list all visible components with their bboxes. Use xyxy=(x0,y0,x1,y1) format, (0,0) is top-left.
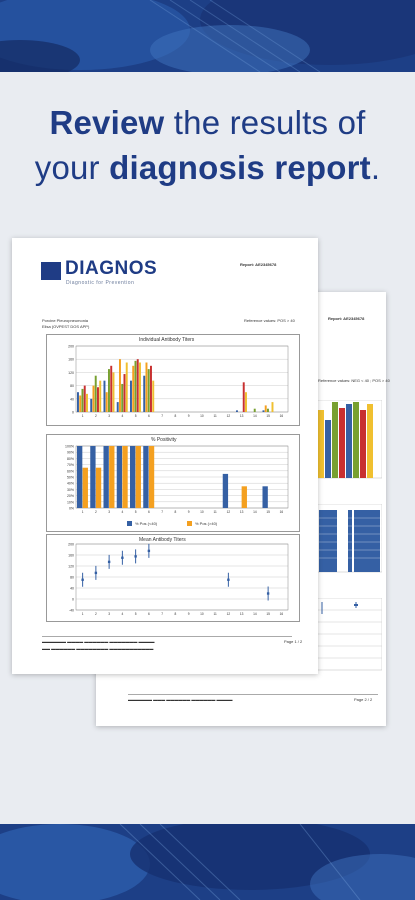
headline-line-1: Review the results of xyxy=(49,104,366,141)
y-tick-label: 80 xyxy=(70,384,74,389)
bar xyxy=(121,384,123,412)
bar xyxy=(262,486,267,508)
y-tick-label: 0 xyxy=(72,410,74,415)
page-number-back: Page 2 / 2 xyxy=(354,697,373,702)
bar xyxy=(223,474,228,508)
x-tick-label: 13 xyxy=(239,414,244,418)
bar xyxy=(143,446,148,508)
bar xyxy=(136,446,141,508)
bar xyxy=(119,359,121,412)
y-tick-label: 120 xyxy=(68,564,74,569)
y-tick-label: 70% xyxy=(66,463,74,468)
bar xyxy=(97,387,99,412)
test-method: Elisa (OVPEST DOS APP) xyxy=(42,324,90,329)
report-number-back: Report: AE2345678 xyxy=(328,316,365,321)
x-tick-label: 2 xyxy=(94,510,97,514)
x-tick-label: 9 xyxy=(187,612,190,616)
bar xyxy=(124,374,126,412)
y-tick-label: 30% xyxy=(66,487,74,492)
x-tick-label: 15 xyxy=(266,414,270,418)
mean-point xyxy=(81,579,83,581)
bar xyxy=(137,359,139,412)
bar xyxy=(92,386,94,412)
bar xyxy=(103,381,105,412)
bar xyxy=(84,386,86,412)
bar xyxy=(103,446,108,508)
bar xyxy=(113,372,115,412)
footer-text: ▬▬▬▬▬▬ ▬▬▬▬ ▬▬▬▬▬▬ ▬▬▬▬▬▬▬ ▬▬▬▬ xyxy=(42,639,155,644)
bar xyxy=(106,392,108,412)
chart3-plot xyxy=(46,534,300,622)
bar xyxy=(79,396,81,413)
y-tick-label: 160 xyxy=(68,553,74,558)
y-tick-label: 0 xyxy=(72,597,74,602)
bar xyxy=(86,394,88,412)
x-tick-label: 1 xyxy=(81,510,84,514)
y-tick-label: 20% xyxy=(66,494,74,499)
bar xyxy=(109,446,114,508)
x-tick-label: 7 xyxy=(161,510,164,514)
back-bar-chart xyxy=(316,400,382,480)
mean-point xyxy=(267,592,269,594)
mean-point xyxy=(121,557,123,559)
y-tick-label: 10% xyxy=(66,500,74,505)
y-tick-label: 80% xyxy=(66,456,74,461)
x-tick-label: 14 xyxy=(253,510,257,514)
bar xyxy=(242,486,247,508)
x-tick-label: 10 xyxy=(200,414,204,418)
x-tick-label: 10 xyxy=(200,510,204,514)
y-tick-label: 0% xyxy=(68,506,74,511)
x-tick-label: 8 xyxy=(174,414,177,418)
y-tick-label: 40 xyxy=(70,586,74,591)
bar xyxy=(272,402,274,412)
report-number: Report: AE2345678 xyxy=(240,262,277,267)
top-banner-image xyxy=(0,0,415,72)
bar xyxy=(265,405,267,412)
bar xyxy=(143,376,145,412)
x-tick-label: 3 xyxy=(108,510,111,514)
bar xyxy=(145,363,147,413)
bar xyxy=(90,446,95,508)
x-tick-label: 3 xyxy=(108,414,111,418)
plot-area xyxy=(76,346,288,412)
x-tick-label: 6 xyxy=(147,612,150,616)
headline xyxy=(0,100,415,190)
bar xyxy=(77,392,79,412)
x-tick-label: 8 xyxy=(174,510,177,514)
mean-point xyxy=(134,555,136,557)
footer-text-back: ▬▬▬▬▬▬ ▬▬▬ ▬▬▬▬▬▬ ▬▬▬▬▬▬ ▬▬▬▬ xyxy=(128,697,233,702)
bar xyxy=(152,381,154,412)
bar xyxy=(83,468,88,508)
y-tick-label: -40 xyxy=(68,608,74,613)
back-mean-chart xyxy=(316,598,382,672)
y-tick-label: 160 xyxy=(68,357,74,362)
bar xyxy=(130,446,135,508)
bar xyxy=(130,381,132,412)
mean-point xyxy=(108,561,110,563)
bar xyxy=(99,381,101,412)
x-tick-label: 16 xyxy=(279,612,284,616)
y-tick-label: 60% xyxy=(66,469,74,474)
page-number: Page 1 / 2 xyxy=(284,639,303,644)
bar xyxy=(95,376,97,412)
x-tick-label: 16 xyxy=(279,510,284,514)
y-tick-label: 40 xyxy=(70,397,74,402)
legend-label-b: % Pos (>40) xyxy=(195,521,218,526)
x-tick-label: 9 xyxy=(187,510,190,514)
x-tick-label: 5 xyxy=(134,510,137,514)
x-tick-label: 16 xyxy=(279,414,284,418)
bar xyxy=(122,446,127,508)
bar xyxy=(132,366,134,412)
bar xyxy=(96,468,101,508)
x-tick-label: 2 xyxy=(94,612,97,616)
mean-point xyxy=(95,572,97,574)
x-tick-label: 12 xyxy=(226,414,231,418)
bar xyxy=(126,363,128,413)
reference-values-back: Reference values: NEG < 40 ; POS > 40 xyxy=(318,378,390,383)
footer-divider xyxy=(42,636,292,637)
bar xyxy=(77,446,82,508)
mean-point xyxy=(148,550,150,552)
x-tick-label: 14 xyxy=(253,414,257,418)
bar xyxy=(254,409,256,412)
bar xyxy=(243,382,245,412)
bar xyxy=(110,366,112,412)
diagnos-tagline: Diagnostic for Prevention xyxy=(66,280,135,286)
x-tick-label: 12 xyxy=(226,510,231,514)
x-tick-label: 4 xyxy=(121,414,124,418)
x-tick-label: 15 xyxy=(266,510,270,514)
bar xyxy=(149,446,154,508)
chart2-title: % Positivity xyxy=(151,437,177,443)
x-tick-label: 10 xyxy=(200,612,204,616)
y-tick-label: 90% xyxy=(66,450,74,455)
diagnos-logo-icon xyxy=(41,262,61,280)
x-tick-label: 2 xyxy=(94,414,97,418)
bar xyxy=(245,392,247,412)
bar xyxy=(236,410,238,412)
x-tick-label: 11 xyxy=(213,414,217,418)
footer-divider-back xyxy=(128,694,378,695)
x-tick-label: 12 xyxy=(226,612,231,616)
y-tick-label: 40% xyxy=(66,481,74,486)
chart1-plot xyxy=(46,334,300,426)
bottom-banner-image xyxy=(0,824,415,900)
bar xyxy=(90,399,92,412)
chart1-title: Individual Antibody Titers xyxy=(139,337,195,343)
y-tick-label: 120 xyxy=(68,370,74,375)
bar xyxy=(117,446,122,508)
x-tick-label: 6 xyxy=(147,510,150,514)
bar xyxy=(267,409,269,412)
x-tick-label: 13 xyxy=(239,510,244,514)
x-tick-label: 13 xyxy=(239,612,244,616)
x-tick-label: 3 xyxy=(108,612,111,616)
mean-point xyxy=(227,579,229,581)
footer-text-2: ▬▬ ▬▬▬▬▬▬ ▬▬▬▬▬▬▬▬ ▬▬▬▬▬▬▬▬▬▬▬ xyxy=(42,646,154,651)
y-tick-label: 50% xyxy=(66,475,74,480)
chart2-plot xyxy=(46,434,300,532)
x-tick-label: 4 xyxy=(121,612,124,616)
x-tick-label: 7 xyxy=(161,612,164,616)
x-tick-label: 4 xyxy=(121,510,124,514)
bar xyxy=(117,402,119,412)
report-page-1 xyxy=(12,238,318,674)
y-tick-label: 80 xyxy=(70,575,74,580)
x-tick-label: 14 xyxy=(253,612,257,616)
x-tick-label: 7 xyxy=(161,414,164,418)
bar xyxy=(108,369,110,412)
x-tick-label: 15 xyxy=(266,612,270,616)
reference-values: Reference values: POS > 40 xyxy=(244,318,295,323)
test-name: Porcine Pleuropneumonia xyxy=(42,318,89,323)
bar xyxy=(148,369,150,412)
x-tick-label: 6 xyxy=(147,414,150,418)
back-positivity-chart xyxy=(316,504,382,574)
x-tick-label: 5 xyxy=(134,612,137,616)
bar xyxy=(134,361,136,412)
y-tick-label: 100% xyxy=(65,444,74,449)
bar xyxy=(262,410,264,412)
x-tick-label: 5 xyxy=(134,414,137,418)
diagnos-logo: DIAGNOS xyxy=(65,258,158,279)
bar xyxy=(139,363,141,413)
legend-label-a: % Pos (<40) xyxy=(135,521,158,526)
x-tick-label: 11 xyxy=(213,510,217,514)
x-tick-label: 9 xyxy=(187,414,190,418)
x-tick-label: 1 xyxy=(81,414,84,418)
headline-line-2: your diagnosis report. xyxy=(34,149,381,186)
bar xyxy=(81,389,83,412)
y-tick-label: 200 xyxy=(68,344,74,349)
y-tick-label: 200 xyxy=(68,542,74,547)
chart3-title: Mean Antibody Titers xyxy=(139,537,186,543)
x-tick-label: 8 xyxy=(174,612,177,616)
bar xyxy=(150,366,152,412)
x-tick-label: 11 xyxy=(213,612,217,616)
x-tick-label: 1 xyxy=(81,612,84,616)
